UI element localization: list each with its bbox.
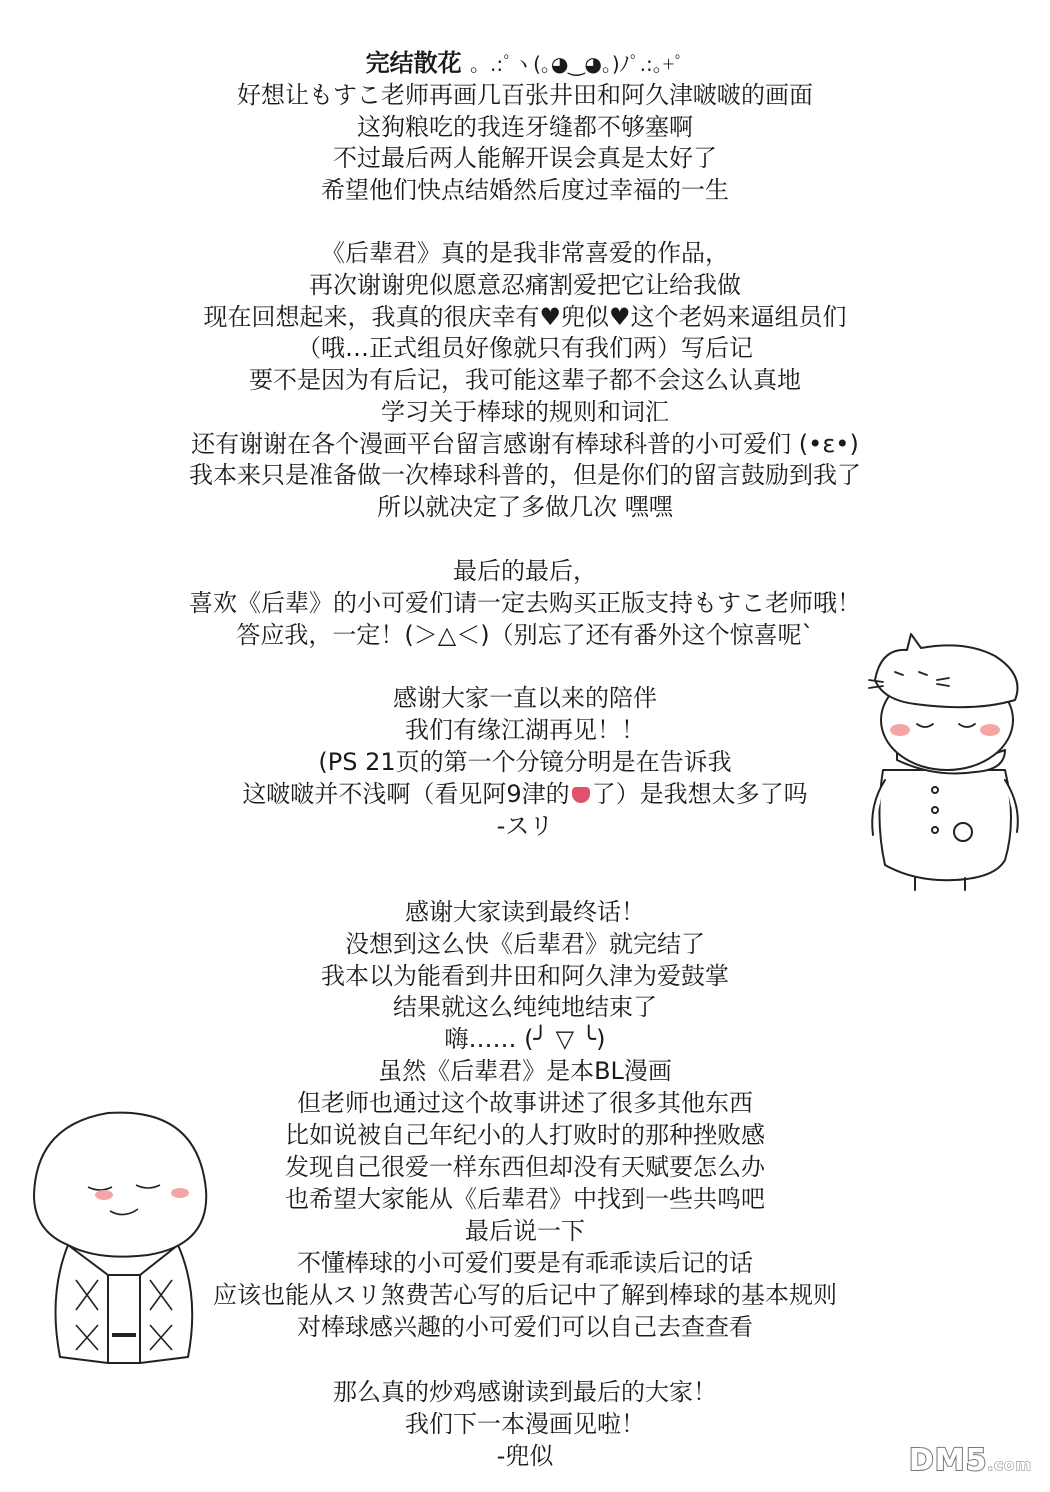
text-line: 我本以为能看到井田和阿久津为爱鼓掌 (321, 962, 729, 990)
text-segment: 了）是我想太多了吗 (591, 780, 808, 808)
text-line: 还有谢谢在各个漫画平台留言感谢有棒球科普的小可爱们 (•ε•) (191, 430, 859, 458)
title: 完结散花 (365, 49, 462, 77)
signature: -兜似 (496, 1442, 554, 1470)
text-line: 结果就这么纯纯地结束了 (393, 993, 657, 1021)
text-segment: 这啵啵并不浅啊（看见阿9津的 (242, 780, 570, 808)
text-line: 但老师也通过这个故事讲述了很多其他东西 (297, 1089, 753, 1117)
title-kaomoji: 。.:ﾟヽ(｡◕‿◕｡)ﾉﾟ.:｡+ﾟ (469, 52, 685, 76)
text-line: 我本来只是准备做一次棒球科普的，但是你们的留言鼓励到我了 (189, 461, 861, 489)
text-line: 再次谢谢兜似愿意忍痛割爱把它让给我做 (309, 271, 741, 299)
text-line: 我们有缘江湖再见！！ (405, 716, 645, 744)
text-line: 希望他们快点结婚然后度过幸福的一生 (321, 176, 729, 204)
text-line: 嗨…… (╯ ▽ ╰) (444, 1025, 606, 1053)
round-head-doodle (28, 1095, 218, 1375)
text-line: （哦…正式组员好像就只有我们两）写后记 (297, 334, 753, 362)
site-watermark-logo (909, 1443, 1032, 1478)
title-line (0, 48, 1050, 79)
text-line: 最后的最后， (453, 557, 597, 585)
tongue-emoji-icon (572, 787, 590, 803)
signature: -スリ (496, 812, 554, 840)
watermark-suffix: .com (987, 1456, 1032, 1474)
text-line: 这狗粮吃的我连牙缝都不够塞啊 (357, 113, 693, 141)
text-line: 应该也能从スリ煞费苦心写的后记中了解到棒球的基本规则 (213, 1281, 837, 1309)
text-line: 感谢大家读到最终话！ (405, 898, 645, 926)
text-line: 不懂棒球的小可爱们要是有乖乖读后记的话 (297, 1249, 753, 1277)
text-line: 最后说一下 (465, 1217, 585, 1245)
text-line: 没想到这么快《后辈君》就完结了 (345, 930, 705, 958)
text-line: 对棒球感兴趣的小可爱们可以自己去查查看 (297, 1313, 753, 1341)
text-line: 发现自己很爱一样东西但却没有天赋要怎么办 (285, 1153, 765, 1181)
text-line: (PS 21页的第一个分镜分明是在告诉我 (318, 748, 732, 776)
text-line: 喜欢《后辈》的小可爱们请一定去购买正版支持もすこ老师哦！ (189, 589, 861, 617)
text-line: 我们下一本漫画见啦！ (405, 1410, 645, 1438)
text-line: 虽然《后辈君》是本BL漫画 (378, 1057, 672, 1085)
text-line: 所以就决定了多做几次 嘿嘿 (377, 493, 673, 521)
cat-on-head-doodle (855, 620, 1035, 895)
text-line: 感谢大家一直以来的陪伴 (393, 684, 657, 712)
text-line: 不过最后两人能解开误会真是太好了 (333, 144, 717, 172)
text-line: 学习关于棒球的规则和词汇 (381, 398, 669, 426)
text-line: 答应我，一定！(＞△＜)（别忘了还有番外这个惊喜呢` (236, 621, 814, 649)
text-line: 那么真的炒鸡感谢读到最后的大家！ (333, 1378, 717, 1406)
watermark-main: DM5 (908, 1443, 988, 1478)
text-line: 好想让もすこ老师再画几百张井田和阿久津啵啵的画面 (237, 81, 813, 109)
text-line: 要不是因为有后记，我可能这辈子都不会这么认真地 (249, 366, 801, 394)
text-line: 现在回想起来，我真的很庆幸有♥兜似♥这个老妈来逼组员们 (203, 303, 847, 331)
text-line: 比如说被自己年纪小的人打败时的那种挫败感 (285, 1121, 765, 1149)
text-line: 也希望大家能从《后辈君》中找到一些共鸣吧 (285, 1185, 765, 1213)
text-line: 《后辈君》真的是我非常喜爱的作品， (321, 239, 729, 267)
